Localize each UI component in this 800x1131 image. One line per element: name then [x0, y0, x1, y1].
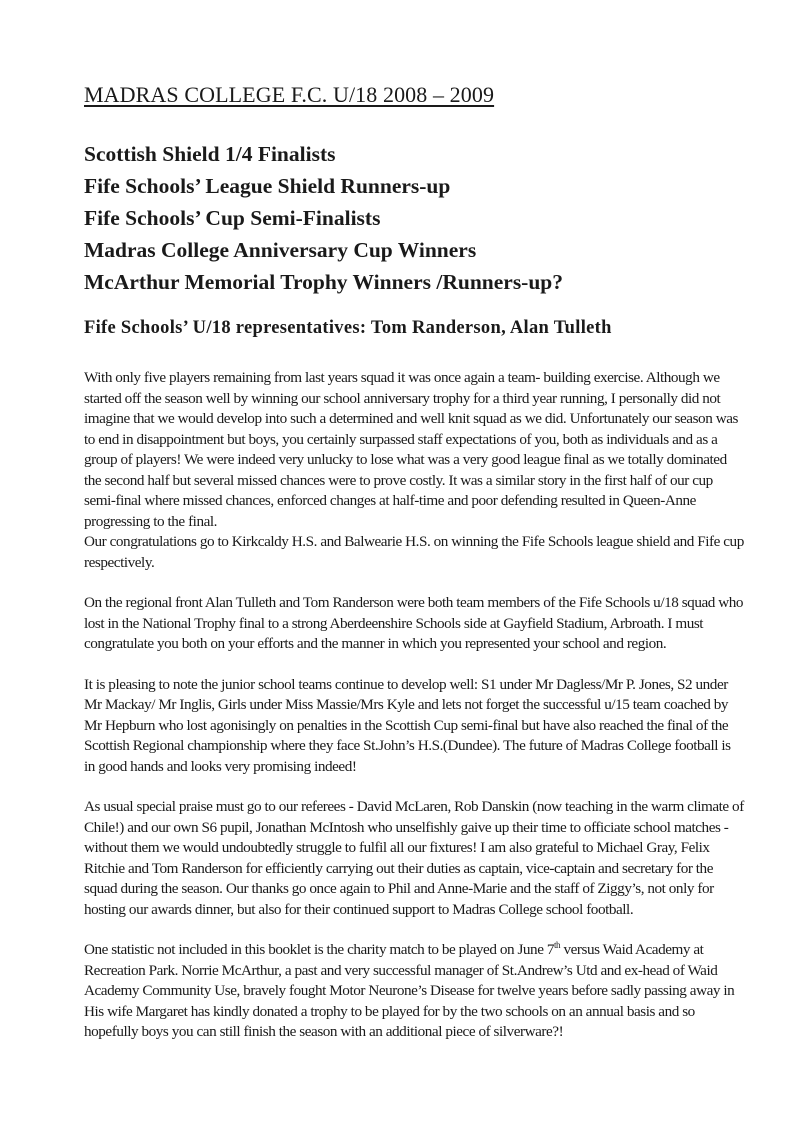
honours-list: [84, 138, 563, 298]
report-body: [84, 368, 744, 1063]
paragraph-regional: [84, 593, 744, 655]
paragraph-regional-text: On the regional front Alan Tulleth and Tom Randerson were both team members of the Fife Schools u/18 squad who lost in the National Trophy final to a strong Aberdeenshire Schools side at Gayfield Stadium, Arbroath. I must congratulate you both on your efforts and the manner in which you represented your school and region.: [84, 594, 744, 652]
ordinal-suffix: th: [553, 939, 561, 950]
paragraph-thanks: [84, 797, 744, 920]
paragraph-charity-text-end: versus Waid Academy at Recreation Park. Norrie McArthur, a past and very successful manager of St.Andrew’s Utd and ex-head of Waid Academy Community Use, bravely fought Motor Neurone’s Disease for twelve years before sadly passing away in His wife Margaret has kindly donated a trophy to be played for by the two schools on an annual basis and so hopefully boys you can still finish the season with an additional piece of silverware?!: [84, 941, 735, 1040]
paragraph-congratulations-text: Our congratulations go to Kirkcaldy H.S. and Balwearie H.S. on winning the Fife Schools league shield and Fife cup respectively.: [84, 533, 744, 571]
honour-item: Madras College Anniversary Cup Winners: [84, 238, 477, 262]
honour-item: Fife Schools’ League Shield Runners-up: [84, 174, 451, 198]
paragraph-junior-teams: [84, 675, 744, 778]
paragraph-season-text: With only five players remaining from last years squad it was once again a team- building exercise. Although we started off the season well by winning our school anniversary trophy for a third year running, I personally did not imagine that we would develop into such a determined and well knit squad as we did. Unfortunately our season was to end in disappointment but boys, you certainly surpassed staff expectations of you, both as individuals and as a group of players! We were indeed very unlucky to lose what was a very good league final as we totally dominated the second half but several missed chances were to prove costly. It was a similar story in the first half of our cup semi-final where missed chances, enforced changes at half-time and poor defending resulted in Queen-Anne progressing to the final.: [84, 369, 738, 530]
honour-item: McArthur Memorial Trophy Winners /Runners-up?: [84, 270, 564, 294]
honour-item: Scottish Shield 1/4 Finalists: [84, 142, 336, 166]
paragraph-charity-text-start: One statistic not included in this booklet is the charity match to be played on June 7: [84, 941, 554, 958]
representatives-heading: Fife Schools’ U/18 representatives: Tom Randerson, Alan Tulleth: [84, 318, 612, 338]
paragraph-junior-teams-text: It is pleasing to note the junior school teams continue to develop well: S1 under Mr Dagless/Mr P. Jones, S2 under Mr Mackay/ Mr Inglis, Girls under Miss Massie/Mrs Kyle and lets not forget the successful u/15 team coached by Mr Hepburn who lost agonisingly on penalties in the Scottish Cup semi-final but have also reached the final of the Scottish Regional championship where they face St.John’s H.S.(Dundee). The future of Madras College football is in good hands and looks very promising indeed!: [84, 675, 731, 775]
honour-item: Fife Schools’ Cup Semi-Finalists: [84, 206, 381, 230]
page-title: MADRAS COLLEGE F.C. U/18 2008 – 2009: [84, 82, 495, 107]
paragraph-thanks-text: As usual special praise must go to our referees - David McLaren, Rob Danskin (now teaching in the warm climate of Chile!) and our own S6 pupil, Jonathan McIntosh who unselfishly gaive up their time to officiate school matches - without them we would undoubtedly struggle to fulfil all our fixtures! I am also grateful to Michael Gray, Felix Ritchie and Tom Randerson for efficiently carrying out their duties as captain, vice-captain and secretary for the squad during the season. Our thanks go once again to Phil and Anne-Marie and the staff of Ziggy’s, not only for hosting our awards dinner, but also for their continued support to Madras College school football.: [84, 798, 744, 918]
paragraph-charity-match: [84, 940, 744, 1043]
paragraph-season: [84, 368, 744, 573]
